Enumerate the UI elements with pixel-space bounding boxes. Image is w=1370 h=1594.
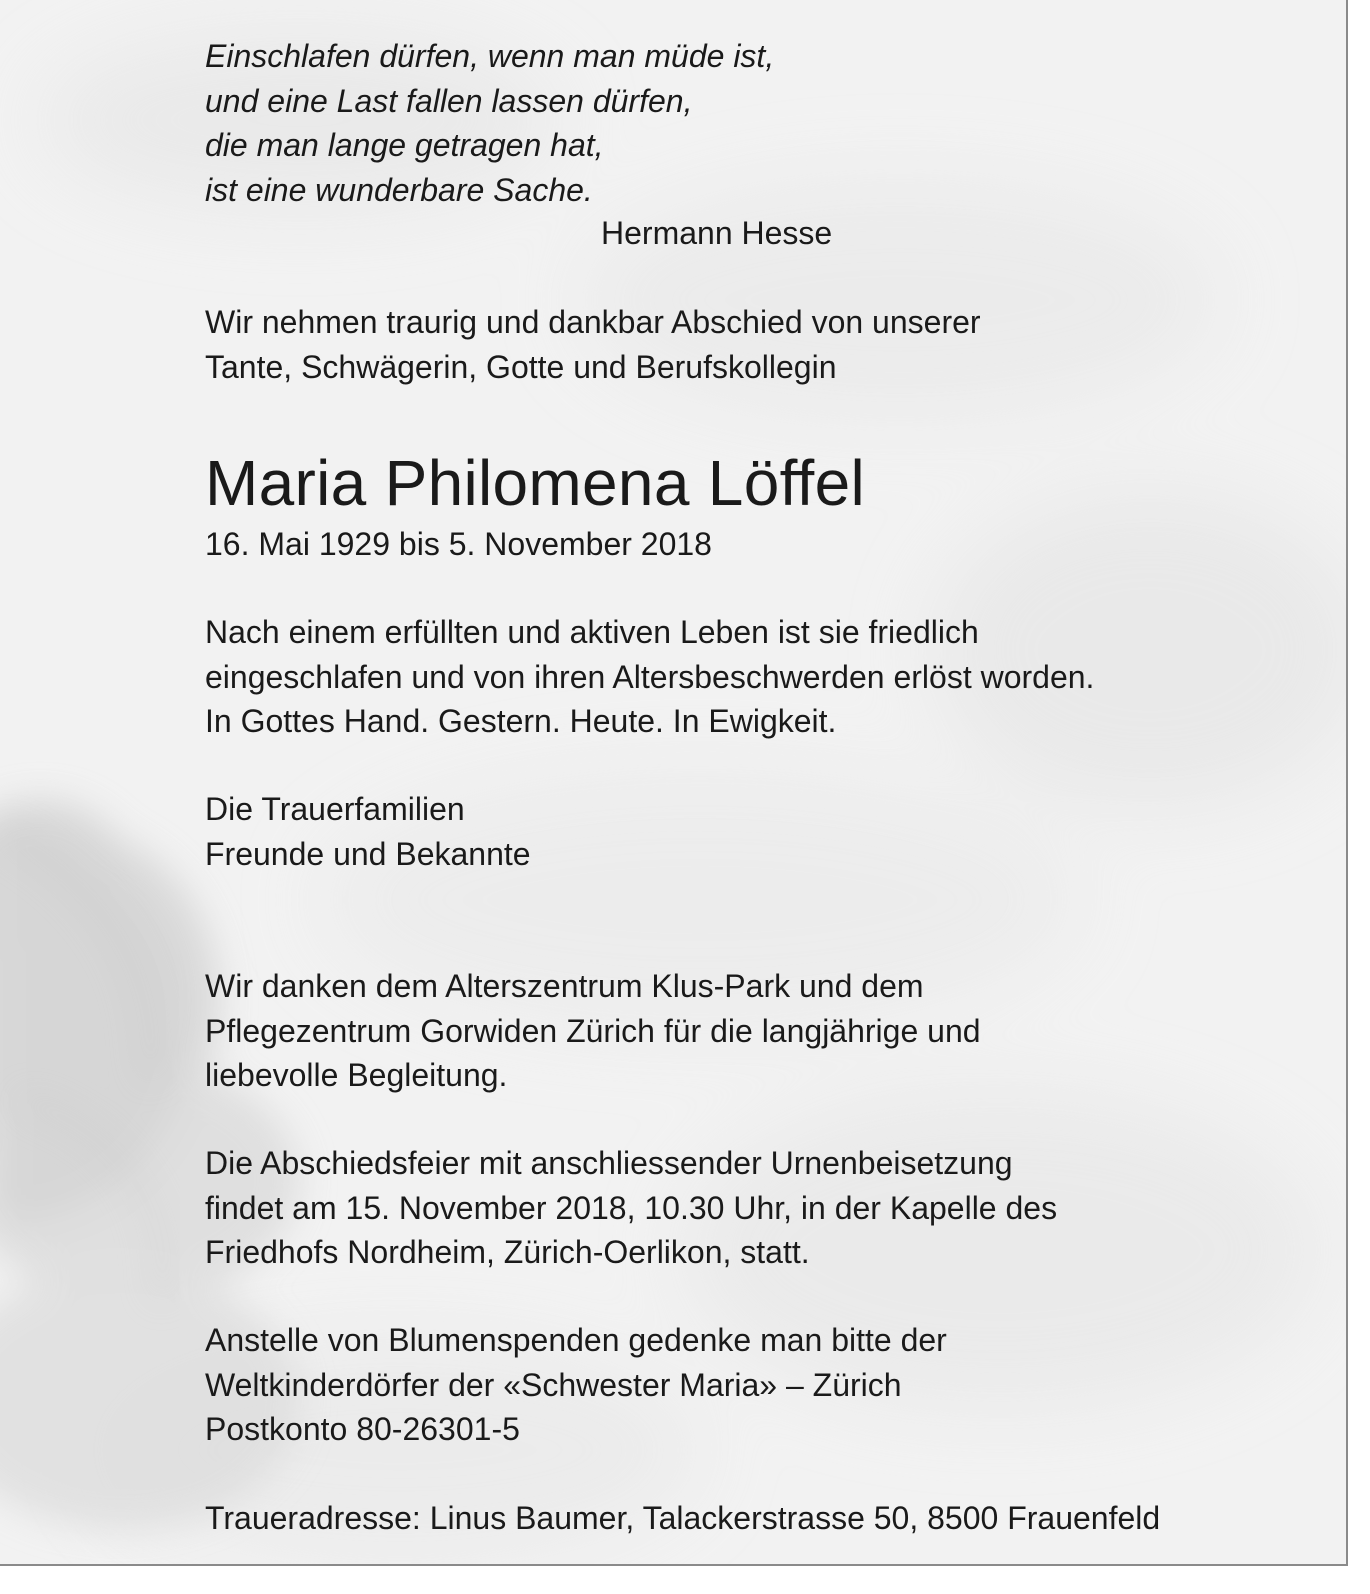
life-line: In Gottes Hand. Gestern. Heute. In Ewigkeit. (205, 703, 837, 739)
thanks-line: liebevolle Begleitung. (205, 1057, 508, 1093)
deceased-name: Maria Philomena Löffel (205, 447, 866, 519)
donation-paragraph (205, 1318, 947, 1452)
poem-line: die man lange getragen hat, (205, 127, 604, 163)
poem-line: und eine Last fallen lassen dürfen, (205, 82, 693, 119)
thanks-paragraph (205, 964, 981, 1098)
poem-quote (205, 34, 774, 212)
donation-line: Weltkinderdörfer der «Schwester Maria» – Zürich (205, 1366, 902, 1403)
mourners-signature (205, 787, 531, 876)
donation-line: Postkonto 80-26301-5 (205, 1411, 520, 1447)
poem-line: Einschlafen dürfen, wenn man müde ist, (205, 38, 775, 74)
ceremony-line: findet am 15. November 2018, 10.30 Uhr, in der Kapelle des (205, 1189, 1058, 1226)
ceremony-line: Friedhofs Nordheim, Zürich-Oerlikon, statt. (205, 1234, 810, 1270)
poem-line: ist eine wunderbare Sache. (205, 171, 593, 208)
ceremony-line: Die Abschiedsfeier mit anschliessender Urnenbeisetzung (205, 1145, 1013, 1181)
life-line: Nach einem erfüllten und aktiven Leben ist sie friedlich (205, 614, 979, 650)
mourners-line: Die Trauerfamilien (205, 791, 465, 827)
life-dates: 16. Mai 1929 bis 5. November 2018 (205, 526, 712, 562)
mourners-line: Freunde und Bekannte (205, 835, 531, 872)
life-line: eingeschlafen und von ihren Altersbeschwerden erlöst worden. (205, 658, 1095, 695)
life-paragraph (205, 610, 1094, 744)
poem-author: Hermann Hesse (601, 215, 833, 251)
thanks-line: Pflegezentrum Gorwiden Zürich für die langjährige und (205, 1012, 981, 1049)
ceremony-paragraph (205, 1141, 1057, 1275)
intro-line: Tante, Schwägerin, Gotte und Berufskollegin (205, 348, 837, 385)
mourning-address: Traueradresse: Linus Baumer, Talackerstrasse 50, 8500 Frauenfeld (205, 1500, 1161, 1536)
intro-text (205, 300, 981, 389)
intro-line: Wir nehmen traurig und dankbar Abschied von unserer (205, 304, 981, 340)
donation-line: Anstelle von Blumenspenden gedenke man bitte der (205, 1322, 947, 1358)
thanks-line: Wir danken dem Alterszentrum Klus-Park und dem (205, 968, 924, 1004)
